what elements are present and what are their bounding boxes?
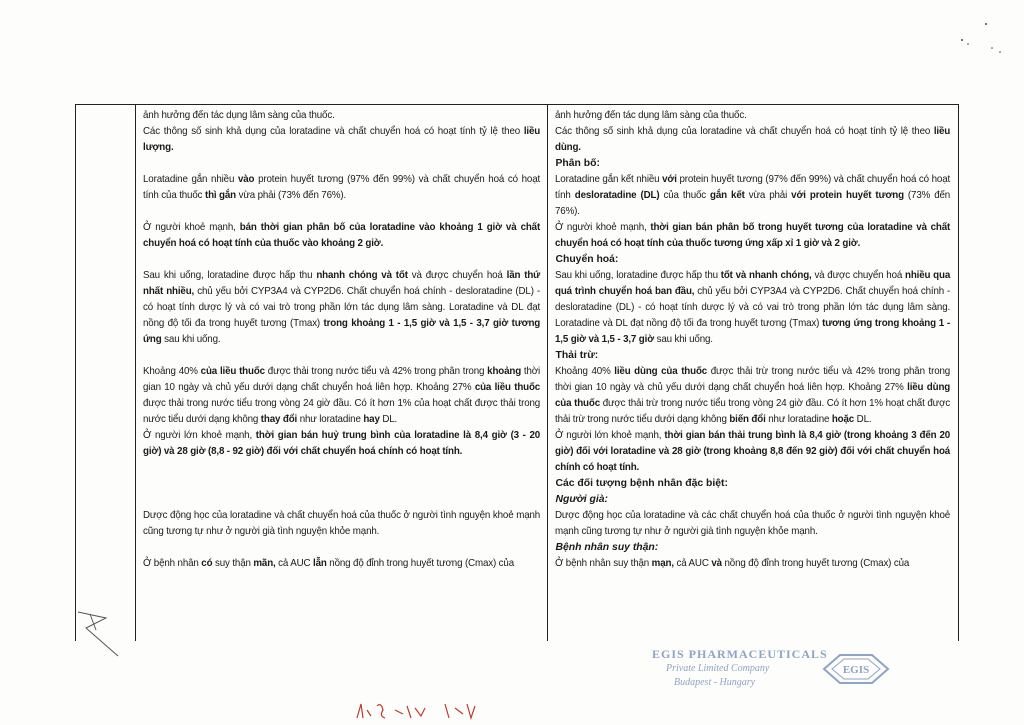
left-para-1: Các thông số sinh khả dụng của loratadine và chất chuyển hoá có hoạt tính tỷ lệ theo liều lượng. (142, 126, 541, 153)
heading-nguoi-gia: Người già: (555, 494, 608, 505)
right-para-4: Ở người khoẻ mạnh, thời gian bán phân bố trong huyết tương của loratadine và chất chuyển hoá có hoạt tính của thuốc tương ứng xấp xỉ 1 giờ và 2 giờ. (555, 222, 951, 249)
right-para-7: Ở người lớn khoẻ mạnh, thời gian bán thải trung bình là 8,4 giờ (trong khoảng 3 đến 20 giờ) đối với loratadine và 28 giờ (trong khoảng 8,8 đến 92 giờ) đối với chất chuyển hoá chính có hoạt tính. (555, 430, 951, 473)
egis-logo-text: EGIS (842, 664, 870, 676)
left-para-7: Dược động học của loratadine và chất chuyển hoá của thuốc ở người tình nguyện khoẻ mạnh cũng tương tự như ở người già tình nguyện khỏe mạnh. (142, 510, 541, 537)
right-para-6: Khoảng 40% liều dùng của thuốc được thải trừ trong nước tiểu và 42% trong phân trong thời gian 10 ngày và chủ yếu dưới dạng chất chuyển hoá liên hợp. Khoảng 27% liều dùng của thuốc được thải trừ trong nước tiểu trong vòng 24 giờ đầu. Có ít hơn 1% hoạt chất được thải trừ trong nước tiểu dưới dạng không biến đổi như loratadine hoặc DL. (555, 366, 951, 425)
left-para-6: Ở người lớn khoẻ mạnh, thời gian bán huỷ trung bình của loratadine là 8,4 giờ (3 - 20 giờ) và 28 giờ (8,8 - 92 giờ) đối với chất chuyển hoá chính có hoạt tính. (142, 430, 541, 457)
left-column (136, 105, 549, 641)
egis-logo-icon (820, 651, 892, 687)
right-para-3: Loratadine gắn kết nhiều với protein huyết tương (97% đến 99%) và chất chuyển hoá có hoạt tính desloratadine (DL) của thuốc gắn kết vừa phải với protein huyết tương (73% đến 76%). (555, 174, 951, 217)
signature-mark-icon (76, 610, 124, 660)
left-para-0: ảnh hưởng đến tác dụng lâm sàng của thuốc. (142, 110, 335, 121)
heading-thai-tru: Thải trừ: (555, 350, 599, 361)
heading-suy-than: Bệnh nhân suy thận: (555, 542, 659, 553)
stamp-company-type: Private Limited Company (666, 663, 770, 674)
right-para-9: Ở bệnh nhân suy thận mạn, cả AUC và nồng độ đỉnh trong huyết tương (Cmax) của (555, 558, 910, 569)
margin-column (76, 105, 136, 641)
right-column (548, 105, 958, 641)
left-para-3: Ở người khoẻ mạnh, bán thời gian phân bố của loratadine vào khoảng 1 giờ và chất chuyển hoá có hoạt tính của thuốc vào khoảng 2 giờ. (142, 222, 541, 249)
scan-marks-icon (950, 10, 1010, 60)
document-table (75, 104, 959, 641)
left-para-4: Sau khi uống, loratadine được hấp thu nhanh chóng và tốt và được chuyển hoá lần thứ nhất nhiều, chủ yếu bởi CYP3A4 và CYP2D6. Chất chuyển hoá chính - desloratadine (DL) - có hoạt tính dược lý và có vai trò trong phần lớn tác dụng lâm sàng. Loratadine và DL đạt nồng độ tối đa trong huyết tương (Tmax) trong khoảng 1 - 1,5 giờ và 1,5 - 3,7 giờ tương ứng sau khi uống. (142, 270, 541, 345)
left-para-2: Loratadine gắn nhiều vào protein huyết tương (97% đến 99%) và chất chuyển hoá có hoạt tính của thuốc thì gắn vừa phải (73% đến 76%). (142, 174, 541, 201)
stamp-company-city: Budapest - Hungary (674, 677, 756, 688)
stamp-company-name: EGIS PHARMACEUTICALS (652, 647, 828, 661)
right-para-5: Sau khi uống, loratadine được hấp thu tốt và nhanh chóng, và được chuyển hoá nhiều qua quá trình chuyển hoá ban đầu, chủ yếu bởi CYP3A4 và CYP2D6. Chất chuyển hoá chính - desloratadine (DL) - có hoạt tính dược lý và có vai trò trong phần lớn tác dụng lâm sàng. Loratadine và DL đạt nồng độ tối đa trong huyết tương (Tmax) tương ứng trong khoảng 1 - 1,5 giờ và 1,5 - 3,7 giờ sau khi uống. (555, 270, 951, 345)
right-para-2: Các thông số sinh khả dụng của loratadine và chất chuyển hoá có hoạt tính tỷ lệ theo liều dùng. (555, 126, 951, 153)
left-para-5: Khoảng 40% của liều thuốc được thải trong nước tiểu và 42% trong phân trong khoảng thời gian 10 ngày và chủ yếu dưới dạng chất chuyển hoá liên hợp. Khoảng 27% của liều thuốc được thải trong nước tiểu trong vòng 24 giờ đầu. Có ít hơn 1% của hoạt chất được thải trong nước tiểu dưới dạng không thay đổi như loratadine hay DL. (142, 366, 541, 425)
heading-phan-bo: Phân bố: (555, 158, 600, 169)
right-para-8: Dược động học của loratadine và các chất chuyển hoá của thuốc ở người tình nguyện khoẻ mạnh cũng tương tự như ở người già tình nguyện khỏe mạnh. (555, 510, 951, 537)
heading-doi-tuong: Các đối tượng bệnh nhân đặc biệt: (555, 478, 728, 489)
company-stamp (652, 647, 892, 693)
left-para-8: Ở bệnh nhân có suy thận mãn, cả AUC lẫn nồng độ đỉnh trong huyết tương (Cmax) của (142, 558, 514, 569)
right-para-1: ảnh hưởng đến tác dụng lâm sàng của thuốc. (555, 110, 748, 121)
heading-chuyen-hoa: Chuyển hoá: (555, 254, 619, 265)
handwritten-note-icon (355, 700, 505, 722)
